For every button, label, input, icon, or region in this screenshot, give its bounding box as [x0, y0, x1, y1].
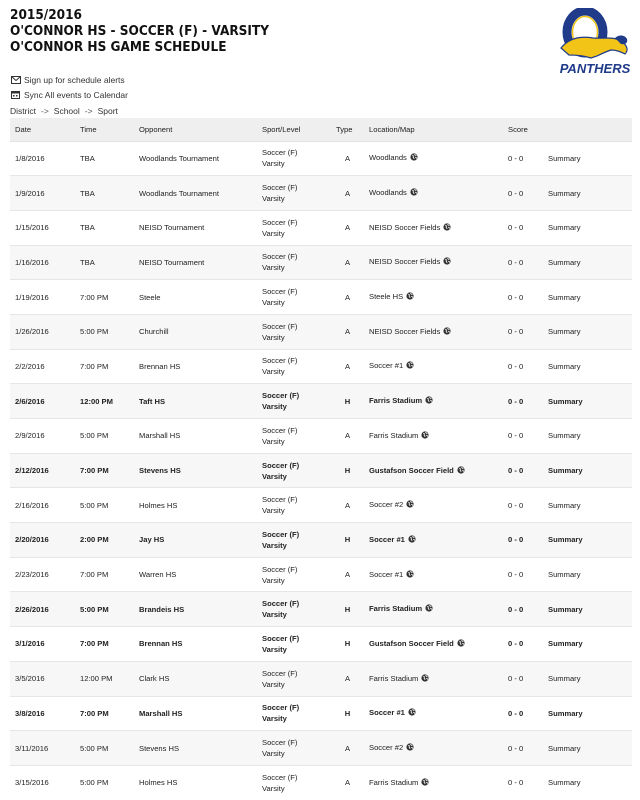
table-row	[10, 765, 632, 800]
location-label[interactable]: Soccer #1	[369, 708, 405, 718]
cell-opponent: Stevens HS	[134, 453, 257, 488]
cell-level: Varsity	[262, 714, 287, 724]
cell-opponent: Steele	[134, 280, 257, 315]
location-label[interactable]: Gustafson Soccer Field	[369, 465, 454, 475]
map-globe-icon[interactable]	[425, 604, 433, 614]
cell-type: A	[331, 731, 364, 766]
cell-location[interactable]	[364, 245, 503, 280]
cell-date: 1/19/2016	[10, 280, 75, 315]
cell-sport: Soccer (F)	[262, 564, 298, 574]
table-row	[10, 661, 632, 696]
cell-score: 0 - 0	[503, 176, 543, 211]
cell-summary	[543, 176, 632, 211]
cell-score: 0 - 0	[503, 453, 543, 488]
table-row	[10, 488, 632, 523]
cell-date: 3/15/2016	[10, 765, 75, 800]
panthers-logo	[557, 8, 633, 76]
cell-opponent: Churchill	[134, 314, 257, 349]
cell-level: Varsity	[262, 610, 287, 620]
summary-link[interactable]: Summary	[548, 257, 581, 267]
cell-score: 0 - 0	[503, 731, 543, 766]
cell-time: 5:00 PM	[75, 419, 134, 454]
breadcrumb-separator: ->	[84, 106, 93, 116]
cell-date: 1/8/2016	[10, 141, 75, 176]
table-row	[10, 314, 632, 349]
cell-time: 12:00 PM	[75, 661, 134, 696]
cell-location[interactable]	[364, 627, 503, 662]
cell-date: 2/23/2016	[10, 557, 75, 592]
page-header	[10, 8, 292, 56]
panther-figure-icon	[561, 37, 627, 58]
location-label[interactable]: Woodlands	[369, 153, 407, 163]
map-globe-icon[interactable]	[421, 431, 429, 441]
cell-date: 3/8/2016	[10, 696, 75, 731]
cell-level: Varsity	[262, 436, 285, 446]
cell-location[interactable]	[364, 384, 503, 419]
cell-level: Varsity	[262, 540, 287, 550]
location-label[interactable]: Farris Stadium	[369, 777, 419, 787]
summary-link[interactable]: Summary	[548, 396, 583, 406]
calendar-sync-link[interactable]	[10, 87, 128, 102]
cell-date: 3/1/2016	[10, 627, 75, 662]
cell-type: A	[331, 210, 364, 245]
cell-score: 0 - 0	[503, 314, 543, 349]
cell-time: 12:00 PM	[75, 384, 134, 419]
summary-link[interactable]: Summary	[548, 639, 583, 649]
map-globe-icon[interactable]	[443, 223, 451, 233]
cell-sport-level	[257, 419, 331, 454]
cell-date: 1/15/2016	[10, 210, 75, 245]
cell-summary	[543, 141, 632, 176]
summary-link[interactable]: Summary	[548, 604, 583, 614]
cell-summary	[543, 523, 632, 558]
schedule-body	[10, 141, 632, 800]
location-label[interactable]: Soccer #2	[369, 500, 404, 510]
cell-opponent: Stevens HS	[134, 731, 257, 766]
cell-opponent: Woodlands Tournament	[134, 176, 257, 211]
map-globe-icon[interactable]	[443, 257, 451, 267]
cell-score: 0 - 0	[503, 141, 543, 176]
cell-score: 0 - 0	[503, 245, 543, 280]
cell-sport-level	[257, 765, 331, 800]
cell-score: 0 - 0	[503, 349, 543, 384]
cell-level: Varsity	[262, 263, 285, 273]
cell-date: 1/26/2016	[10, 314, 75, 349]
cell-score: 0 - 0	[503, 557, 543, 592]
col-date-header: Date	[10, 118, 75, 141]
cell-sport-level	[257, 453, 331, 488]
cell-summary	[543, 592, 632, 627]
cell-type: H	[331, 696, 364, 731]
cell-location[interactable]	[364, 523, 503, 558]
cell-type: A	[331, 557, 364, 592]
cell-type: A	[331, 141, 364, 176]
cell-sport: Soccer (F)	[262, 772, 298, 782]
cell-type: H	[331, 453, 364, 488]
cell-date: 2/26/2016	[10, 592, 75, 627]
cell-type: H	[331, 523, 364, 558]
table-row	[10, 419, 632, 454]
cell-sport: Soccer (F)	[262, 356, 298, 366]
summary-link[interactable]: Summary	[548, 570, 581, 580]
location-label[interactable]: NEISD Soccer Fields	[369, 257, 441, 267]
cell-opponent: Brandeis HS	[134, 592, 257, 627]
cell-type: A	[331, 314, 364, 349]
cell-level: Varsity	[262, 367, 285, 377]
table-row	[10, 557, 632, 592]
col-opponent-header: Opponent	[134, 118, 257, 141]
location-label[interactable]: Farris Stadium	[369, 396, 423, 406]
cell-time: 5:00 PM	[75, 314, 134, 349]
summary-link[interactable]: Summary	[548, 674, 581, 684]
cell-type: A	[331, 280, 364, 315]
schedule-title: O'CONNOR HS GAME SCHEDULE	[10, 40, 227, 55]
envelope-icon	[10, 75, 21, 84]
cell-summary	[543, 453, 632, 488]
cell-summary	[543, 661, 632, 696]
schedule-alerts-link[interactable]	[10, 72, 128, 87]
summary-link[interactable]: Summary	[548, 778, 581, 788]
cell-time: TBA	[75, 245, 134, 280]
map-globe-icon[interactable]	[410, 153, 418, 163]
cell-sport-level	[257, 176, 331, 211]
map-globe-icon[interactable]	[457, 466, 465, 476]
cell-date: 2/6/2016	[10, 384, 75, 419]
location-label[interactable]: Steele HS	[369, 292, 404, 302]
cell-time: 7:00 PM	[75, 696, 134, 731]
summary-link[interactable]: Summary	[548, 188, 581, 198]
cell-level: Varsity	[262, 159, 285, 169]
map-globe-icon[interactable]	[406, 292, 414, 302]
cell-score: 0 - 0	[503, 523, 543, 558]
col-summary-header	[543, 118, 632, 141]
cell-summary	[543, 280, 632, 315]
location-label[interactable]: Farris Stadium	[369, 604, 423, 614]
cell-summary	[543, 765, 632, 800]
cell-type: H	[331, 592, 364, 627]
location-label[interactable]: Soccer #1	[369, 534, 405, 544]
cell-sport-level	[257, 696, 331, 731]
col-score-header: Score	[503, 118, 543, 141]
cell-date: 2/20/2016	[10, 523, 75, 558]
cell-opponent: Clark HS	[134, 661, 257, 696]
table-row	[10, 627, 632, 662]
cell-location[interactable]	[364, 765, 503, 800]
cell-sport: Soccer (F)	[262, 495, 298, 505]
cell-location[interactable]	[364, 210, 503, 245]
cell-location[interactable]	[364, 314, 503, 349]
cell-opponent: Marshall HS	[134, 696, 257, 731]
cell-sport: Soccer (F)	[262, 391, 300, 401]
schedule-links	[10, 72, 128, 102]
cell-date: 2/16/2016	[10, 488, 75, 523]
cell-opponent: NEISD Tournament	[134, 210, 257, 245]
breadcrumb-district[interactable]: District	[10, 106, 36, 116]
cell-score: 0 - 0	[503, 661, 543, 696]
cell-score: 0 - 0	[503, 592, 543, 627]
cell-sport: Soccer (F)	[262, 460, 300, 470]
map-globe-icon[interactable]	[421, 674, 429, 684]
cell-sport-level	[257, 141, 331, 176]
cell-summary	[543, 696, 632, 731]
table-row	[10, 176, 632, 211]
map-globe-icon[interactable]	[410, 188, 418, 198]
col-sport-header: Sport/Level	[257, 118, 331, 141]
location-label[interactable]: NEISD Soccer Fields	[369, 326, 441, 336]
cell-location[interactable]	[364, 731, 503, 766]
cell-sport-level	[257, 349, 331, 384]
table-row	[10, 384, 632, 419]
cell-summary	[543, 488, 632, 523]
calendar-icon	[10, 90, 21, 99]
cell-opponent: NEISD Tournament	[134, 245, 257, 280]
table-row	[10, 280, 632, 315]
cell-sport: Soccer (F)	[262, 599, 300, 609]
summary-link[interactable]: Summary	[548, 327, 581, 337]
cell-sport-level	[257, 210, 331, 245]
map-globe-icon[interactable]	[406, 361, 414, 371]
summary-link[interactable]: Summary	[548, 535, 583, 545]
cell-date: 1/16/2016	[10, 245, 75, 280]
cell-location[interactable]	[364, 592, 503, 627]
breadcrumb-separator: ->	[40, 106, 49, 116]
cell-level: Varsity	[262, 402, 287, 412]
cell-type: A	[331, 245, 364, 280]
cell-level: Varsity	[262, 679, 285, 689]
cell-sport-level	[257, 592, 331, 627]
map-globe-icon[interactable]	[425, 396, 433, 406]
cell-opponent: Warren HS	[134, 557, 257, 592]
cell-date: 1/9/2016	[10, 176, 75, 211]
cell-sport-level	[257, 627, 331, 662]
cell-type: A	[331, 661, 364, 696]
cell-type: A	[331, 176, 364, 211]
table-row	[10, 349, 632, 384]
cell-summary	[543, 419, 632, 454]
team-title: O'CONNOR HS - SOCCER (F) - VARSITY	[10, 24, 269, 39]
cell-level: Varsity	[262, 194, 285, 204]
cell-sport-level	[257, 523, 331, 558]
season-title: 2015/2016	[10, 8, 82, 23]
cell-type: H	[331, 627, 364, 662]
cell-time: TBA	[75, 141, 134, 176]
cell-sport: Soccer (F)	[262, 668, 298, 678]
cell-sport: Soccer (F)	[262, 529, 300, 539]
cell-type: A	[331, 349, 364, 384]
cell-type: A	[331, 765, 364, 800]
cell-summary	[543, 245, 632, 280]
cell-level: Varsity	[262, 644, 287, 654]
cell-score: 0 - 0	[503, 696, 543, 731]
cell-location[interactable]	[364, 176, 503, 211]
cell-summary	[543, 210, 632, 245]
cell-sport: Soccer (F)	[262, 217, 298, 227]
cell-date: 3/5/2016	[10, 661, 75, 696]
map-globe-icon[interactable]	[408, 535, 416, 545]
summary-link[interactable]: Summary	[548, 431, 581, 441]
cell-date: 2/12/2016	[10, 453, 75, 488]
summary-link[interactable]: Summary	[548, 223, 581, 233]
cell-opponent: Brennan HS	[134, 627, 257, 662]
cell-date: 2/9/2016	[10, 419, 75, 454]
cell-time: 5:00 PM	[75, 731, 134, 766]
cell-location[interactable]	[364, 488, 503, 523]
location-label[interactable]: Farris Stadium	[369, 430, 419, 440]
cell-location[interactable]	[364, 280, 503, 315]
cell-type: H	[331, 384, 364, 419]
cell-location[interactable]	[364, 349, 503, 384]
summary-link[interactable]: Summary	[548, 466, 583, 476]
breadcrumb-sport[interactable]: Sport	[97, 106, 118, 116]
table-row	[10, 245, 632, 280]
table-header-row	[10, 118, 632, 141]
table-row	[10, 210, 632, 245]
table-row	[10, 453, 632, 488]
cell-sport-level	[257, 314, 331, 349]
cell-score: 0 - 0	[503, 627, 543, 662]
cell-level: Varsity	[262, 749, 285, 759]
cell-sport-level	[257, 384, 331, 419]
cell-location[interactable]	[364, 453, 503, 488]
cell-time: 7:00 PM	[75, 280, 134, 315]
cell-time: TBA	[75, 210, 134, 245]
cell-level: Varsity	[262, 298, 285, 308]
cell-sport: Soccer (F)	[262, 425, 298, 435]
col-time-header: Time	[75, 118, 134, 141]
cell-location[interactable]	[364, 696, 503, 731]
cell-level: Varsity	[262, 783, 285, 793]
cell-score: 0 - 0	[503, 419, 543, 454]
cell-level: Varsity	[262, 228, 285, 238]
cell-score: 0 - 0	[503, 280, 543, 315]
map-globe-icon[interactable]	[406, 570, 414, 580]
cell-location[interactable]	[364, 557, 503, 592]
cell-summary	[543, 349, 632, 384]
col-location-header: Location/Map	[364, 118, 503, 141]
logo-text: PANTHERS	[559, 61, 631, 76]
schedule-alerts-label: Sign up for schedule alerts	[24, 74, 125, 85]
cell-opponent: Holmes HS	[134, 765, 257, 800]
summary-link[interactable]: Summary	[548, 292, 581, 302]
table-row	[10, 523, 632, 558]
cell-summary	[543, 731, 632, 766]
cell-location[interactable]	[364, 661, 503, 696]
cell-sport-level	[257, 280, 331, 315]
cell-type: A	[331, 419, 364, 454]
summary-link[interactable]: Summary	[548, 361, 581, 371]
cell-sport: Soccer (F)	[262, 183, 298, 193]
cell-sport: Soccer (F)	[262, 287, 298, 297]
location-label[interactable]: Farris Stadium	[369, 673, 419, 683]
cell-opponent: Brennan HS	[134, 349, 257, 384]
cell-location[interactable]	[364, 419, 503, 454]
cell-time: 7:00 PM	[75, 627, 134, 662]
table-row	[10, 592, 632, 627]
table-row	[10, 731, 632, 766]
cell-time: 7:00 PM	[75, 453, 134, 488]
calendar-sync-label: Sync All events to Calendar	[24, 89, 128, 100]
map-globe-icon[interactable]	[408, 708, 416, 718]
breadcrumb-school[interactable]: School	[53, 106, 80, 116]
cell-score: 0 - 0	[503, 765, 543, 800]
summary-link[interactable]: Summary	[548, 743, 581, 753]
location-label[interactable]: Soccer #2	[369, 743, 404, 753]
cell-summary	[543, 384, 632, 419]
cell-opponent: Holmes HS	[134, 488, 257, 523]
cell-level: Varsity	[262, 332, 285, 342]
col-type-header: Type	[331, 118, 364, 141]
cell-opponent: Taft HS	[134, 384, 257, 419]
map-globe-icon[interactable]	[406, 743, 414, 753]
cell-sport-level	[257, 731, 331, 766]
cell-type: A	[331, 488, 364, 523]
location-label[interactable]: Soccer #1	[369, 361, 404, 371]
location-label[interactable]: Soccer #1	[369, 569, 404, 579]
schedule-table	[10, 118, 632, 800]
cell-location[interactable]	[364, 141, 503, 176]
cell-level: Varsity	[262, 575, 285, 585]
cell-sport: Soccer (F)	[262, 148, 298, 158]
cell-date: 3/11/2016	[10, 731, 75, 766]
cell-sport-level	[257, 488, 331, 523]
cell-time: 2:00 PM	[75, 523, 134, 558]
cell-sport: Soccer (F)	[262, 633, 300, 643]
cell-sport: Soccer (F)	[262, 703, 300, 713]
cell-sport: Soccer (F)	[262, 252, 298, 262]
cell-time: 7:00 PM	[75, 557, 134, 592]
cell-time: 5:00 PM	[75, 488, 134, 523]
breadcrumb	[10, 106, 118, 116]
cell-time: 7:00 PM	[75, 349, 134, 384]
table-row	[10, 696, 632, 731]
map-globe-icon[interactable]	[457, 639, 465, 649]
cell-summary	[543, 314, 632, 349]
location-label[interactable]: Woodlands	[369, 188, 407, 198]
map-globe-icon[interactable]	[443, 327, 451, 337]
cell-opponent: Jay HS	[134, 523, 257, 558]
location-label[interactable]: NEISD Soccer Fields	[369, 222, 441, 232]
summary-link[interactable]: Summary	[548, 708, 583, 718]
location-label[interactable]: Gustafson Soccer Field	[369, 638, 454, 648]
cell-level: Varsity	[262, 471, 287, 481]
cell-sport-level	[257, 557, 331, 592]
cell-date: 2/2/2016	[10, 349, 75, 384]
cell-score: 0 - 0	[503, 384, 543, 419]
map-globe-icon[interactable]	[406, 500, 414, 510]
cell-summary	[543, 557, 632, 592]
map-globe-icon[interactable]	[421, 778, 429, 788]
cell-time: TBA	[75, 176, 134, 211]
cell-level: Varsity	[262, 506, 285, 516]
table-row	[10, 141, 632, 176]
cell-sport: Soccer (F)	[262, 321, 298, 331]
cell-time: 5:00 PM	[75, 765, 134, 800]
cell-time: 5:00 PM	[75, 592, 134, 627]
cell-sport-level	[257, 245, 331, 280]
cell-sport: Soccer (F)	[262, 738, 298, 748]
summary-link[interactable]: Summary	[548, 153, 581, 163]
cell-summary	[543, 627, 632, 662]
cell-opponent: Marshall HS	[134, 419, 257, 454]
cell-opponent: Woodlands Tournament	[134, 141, 257, 176]
cell-score: 0 - 0	[503, 210, 543, 245]
cell-sport-level	[257, 661, 331, 696]
summary-link[interactable]: Summary	[548, 500, 581, 510]
cell-score: 0 - 0	[503, 488, 543, 523]
